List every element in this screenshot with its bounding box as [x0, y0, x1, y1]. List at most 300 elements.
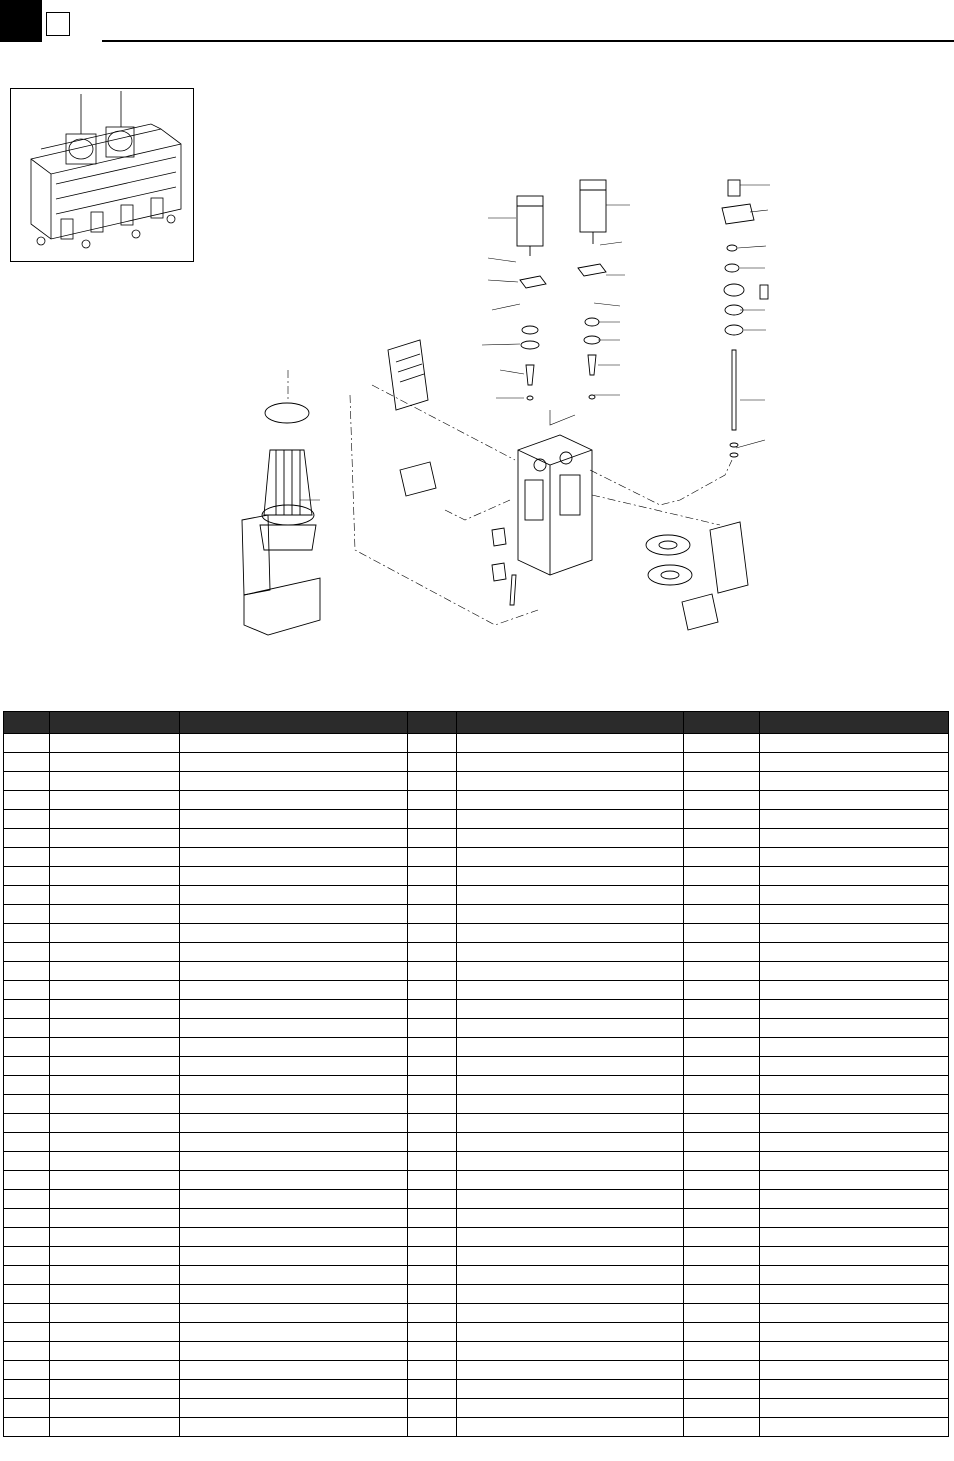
table-row: [4, 1304, 949, 1323]
table-cell: [4, 1399, 50, 1418]
table-cell: [407, 848, 456, 867]
table-row: [4, 1380, 949, 1399]
table-cell: [180, 1152, 407, 1171]
table-cell: [684, 1000, 759, 1019]
table-cell: [407, 1000, 456, 1019]
table-cell: [407, 905, 456, 924]
table-cell: [180, 924, 407, 943]
table-row: [4, 734, 949, 753]
table-cell: [456, 734, 683, 753]
table-cell: [4, 1019, 50, 1038]
table-cell: [407, 829, 456, 848]
table-cell: [407, 981, 456, 1000]
table-cell: [759, 1019, 948, 1038]
table-cell: [456, 1418, 683, 1437]
table-cell: [180, 1114, 407, 1133]
table-cell: [456, 905, 683, 924]
column-header: [759, 712, 948, 734]
table-cell: [180, 1095, 407, 1114]
table-cell: [759, 1342, 948, 1361]
table-cell: [4, 1190, 50, 1209]
table-cell: [684, 1380, 759, 1399]
table-cell: [50, 924, 180, 943]
table-row: [4, 1095, 949, 1114]
table-cell: [456, 829, 683, 848]
table-cell: [4, 1304, 50, 1323]
table-cell: [456, 1304, 683, 1323]
table-cell: [4, 1095, 50, 1114]
parts-table: [3, 711, 949, 1437]
table-cell: [50, 886, 180, 905]
table-row: [4, 1247, 949, 1266]
table-cell: [180, 772, 407, 791]
table-cell: [456, 1038, 683, 1057]
column-header: [456, 712, 683, 734]
table-cell: [759, 867, 948, 886]
table-cell: [407, 1342, 456, 1361]
table-cell: [407, 1323, 456, 1342]
table-cell: [407, 1228, 456, 1247]
table-cell: [4, 1133, 50, 1152]
table-cell: [180, 848, 407, 867]
table-cell: [407, 1133, 456, 1152]
table-cell: [456, 924, 683, 943]
column-header: [50, 712, 180, 734]
table-cell: [684, 1114, 759, 1133]
table-cell: [456, 1342, 683, 1361]
table-cell: [759, 1399, 948, 1418]
table-row: [4, 791, 949, 810]
table-cell: [456, 1133, 683, 1152]
table-cell: [4, 886, 50, 905]
table-cell: [407, 1285, 456, 1304]
table-body: [4, 734, 949, 1437]
table-cell: [50, 1114, 180, 1133]
table-cell: [684, 810, 759, 829]
table-cell: [50, 1038, 180, 1057]
table-cell: [456, 791, 683, 810]
table-cell: [50, 1171, 180, 1190]
table-cell: [4, 1152, 50, 1171]
table-cell: [684, 1076, 759, 1095]
table-cell: [4, 943, 50, 962]
table-row: [4, 1076, 949, 1095]
table-cell: [456, 1152, 683, 1171]
table-cell: [180, 1418, 407, 1437]
table-cell: [180, 981, 407, 1000]
table-cell: [180, 1399, 407, 1418]
table-cell: [50, 1228, 180, 1247]
table-cell: [4, 1418, 50, 1437]
table-cell: [4, 1380, 50, 1399]
table-cell: [456, 1076, 683, 1095]
table-cell: [759, 753, 948, 772]
table-cell: [50, 1323, 180, 1342]
table-cell: [684, 1209, 759, 1228]
table-cell: [684, 1342, 759, 1361]
table-cell: [50, 1380, 180, 1399]
table-cell: [50, 905, 180, 924]
table-cell: [759, 1266, 948, 1285]
table-row: [4, 848, 949, 867]
table-cell: [180, 810, 407, 829]
table-cell: [456, 1000, 683, 1019]
table-cell: [407, 1418, 456, 1437]
table-cell: [684, 1171, 759, 1190]
exploded-parts-icon: [220, 170, 820, 650]
table-cell: [4, 1266, 50, 1285]
table-cell: [407, 1304, 456, 1323]
table-cell: [50, 791, 180, 810]
table-cell: [50, 848, 180, 867]
table-cell: [180, 1323, 407, 1342]
table-cell: [4, 1038, 50, 1057]
table-cell: [684, 981, 759, 1000]
table-cell: [407, 1190, 456, 1209]
table-cell: [456, 1247, 683, 1266]
table-cell: [684, 1038, 759, 1057]
table-row: [4, 905, 949, 924]
table-cell: [4, 734, 50, 753]
table-cell: [180, 1247, 407, 1266]
table-cell: [456, 981, 683, 1000]
table-cell: [684, 1057, 759, 1076]
table-cell: [407, 886, 456, 905]
table-cell: [456, 1323, 683, 1342]
exploded-diagram: [220, 170, 820, 650]
table-cell: [180, 1342, 407, 1361]
table-cell: [684, 1152, 759, 1171]
table-cell: [407, 962, 456, 981]
table-cell: [180, 1057, 407, 1076]
table-cell: [407, 772, 456, 791]
table-row: [4, 924, 949, 943]
table-row: [4, 1399, 949, 1418]
table-cell: [759, 829, 948, 848]
table-cell: [684, 867, 759, 886]
table-row: [4, 1038, 949, 1057]
table-cell: [407, 1266, 456, 1285]
table-cell: [456, 1095, 683, 1114]
section-marker: [0, 0, 42, 42]
table-cell: [4, 1171, 50, 1190]
table-cell: [456, 753, 683, 772]
table-cell: [456, 943, 683, 962]
table-cell: [50, 943, 180, 962]
table-cell: [50, 829, 180, 848]
table-cell: [50, 1361, 180, 1380]
table-cell: [684, 1247, 759, 1266]
table-cell: [684, 1266, 759, 1285]
table-cell: [759, 1304, 948, 1323]
column-header: [180, 712, 407, 734]
table-cell: [684, 791, 759, 810]
table-cell: [407, 1209, 456, 1228]
table-cell: [407, 867, 456, 886]
table-cell: [50, 1209, 180, 1228]
table-cell: [50, 1418, 180, 1437]
table-cell: [50, 734, 180, 753]
table-cell: [684, 753, 759, 772]
table-cell: [50, 1000, 180, 1019]
table-cell: [4, 1057, 50, 1076]
table-row: [4, 1285, 949, 1304]
table-cell: [456, 810, 683, 829]
table-cell: [759, 1190, 948, 1209]
table-cell: [407, 753, 456, 772]
table-cell: [684, 924, 759, 943]
table-row: [4, 753, 949, 772]
table-cell: [456, 1019, 683, 1038]
table-cell: [759, 1000, 948, 1019]
table-cell: [180, 1190, 407, 1209]
table-row: [4, 867, 949, 886]
table-cell: [456, 886, 683, 905]
table-cell: [180, 1038, 407, 1057]
table-row: [4, 1152, 949, 1171]
table-header-row: [4, 712, 949, 734]
section-number-box: [46, 12, 70, 36]
table-cell: [456, 1228, 683, 1247]
table-row: [4, 1361, 949, 1380]
table-cell: [456, 1209, 683, 1228]
table-cell: [684, 1399, 759, 1418]
table-cell: [684, 734, 759, 753]
table-cell: [4, 848, 50, 867]
table-cell: [4, 1247, 50, 1266]
table-cell: [456, 962, 683, 981]
table-cell: [759, 1057, 948, 1076]
table-cell: [684, 1019, 759, 1038]
table-cell: [407, 810, 456, 829]
table-cell: [407, 1076, 456, 1095]
table-cell: [759, 791, 948, 810]
table-cell: [180, 1266, 407, 1285]
header-divider: [102, 40, 954, 42]
table-cell: [759, 1228, 948, 1247]
table-row: [4, 1342, 949, 1361]
table-cell: [684, 1323, 759, 1342]
table-cell: [456, 1057, 683, 1076]
column-header: [684, 712, 759, 734]
table-cell: [407, 1361, 456, 1380]
table-cell: [4, 905, 50, 924]
table-cell: [50, 1399, 180, 1418]
table-cell: [180, 962, 407, 981]
table-cell: [407, 1247, 456, 1266]
table-cell: [50, 1076, 180, 1095]
table-cell: [759, 1418, 948, 1437]
table-cell: [180, 886, 407, 905]
table-cell: [684, 1304, 759, 1323]
table-cell: [759, 1361, 948, 1380]
table-cell: [759, 1380, 948, 1399]
table-cell: [684, 848, 759, 867]
table-cell: [456, 1285, 683, 1304]
table-cell: [180, 1076, 407, 1095]
column-header: [4, 712, 50, 734]
table-cell: [759, 905, 948, 924]
table-cell: [456, 1171, 683, 1190]
table-cell: [407, 1399, 456, 1418]
table-cell: [684, 962, 759, 981]
table-cell: [50, 1057, 180, 1076]
table-cell: [456, 1190, 683, 1209]
table-cell: [759, 981, 948, 1000]
table-cell: [684, 772, 759, 791]
table-row: [4, 1418, 949, 1437]
column-header: [407, 712, 456, 734]
table-cell: [180, 1000, 407, 1019]
table-cell: [4, 1114, 50, 1133]
table-cell: [684, 1190, 759, 1209]
table-cell: [180, 1285, 407, 1304]
table-cell: [684, 1133, 759, 1152]
table-cell: [759, 1114, 948, 1133]
table-cell: [684, 1418, 759, 1437]
table-cell: [4, 810, 50, 829]
table-row: [4, 1171, 949, 1190]
table-cell: [759, 1209, 948, 1228]
table-cell: [50, 1304, 180, 1323]
table-row: [4, 772, 949, 791]
table-cell: [759, 924, 948, 943]
table-cell: [456, 1399, 683, 1418]
table-cell: [180, 1019, 407, 1038]
table-row: [4, 981, 949, 1000]
table-cell: [407, 734, 456, 753]
table-cell: [684, 1361, 759, 1380]
table-row: [4, 1019, 949, 1038]
table-cell: [456, 848, 683, 867]
table-cell: [180, 1361, 407, 1380]
table-cell: [684, 905, 759, 924]
table-cell: [50, 981, 180, 1000]
table-cell: [407, 1095, 456, 1114]
table-cell: [180, 943, 407, 962]
table-row: [4, 1190, 949, 1209]
table-cell: [4, 1076, 50, 1095]
table-cell: [759, 734, 948, 753]
table-cell: [759, 848, 948, 867]
table-cell: [180, 734, 407, 753]
table-cell: [4, 1000, 50, 1019]
table-cell: [4, 867, 50, 886]
table-cell: [759, 943, 948, 962]
table-cell: [759, 810, 948, 829]
table-cell: [407, 1057, 456, 1076]
table-cell: [4, 1228, 50, 1247]
table-cell: [456, 1266, 683, 1285]
table-cell: [759, 962, 948, 981]
table-cell: [456, 867, 683, 886]
table-cell: [50, 772, 180, 791]
table-cell: [684, 1095, 759, 1114]
table-cell: [4, 962, 50, 981]
table-cell: [50, 1266, 180, 1285]
table-cell: [50, 1152, 180, 1171]
table-cell: [407, 1152, 456, 1171]
table-cell: [759, 1247, 948, 1266]
table-cell: [50, 962, 180, 981]
table-cell: [759, 1095, 948, 1114]
table-cell: [50, 1095, 180, 1114]
table-cell: [4, 1209, 50, 1228]
table-row: [4, 962, 949, 981]
table-cell: [684, 1285, 759, 1304]
table-cell: [4, 1323, 50, 1342]
table-cell: [180, 791, 407, 810]
table-row: [4, 810, 949, 829]
table-cell: [4, 791, 50, 810]
table-cell: [50, 1019, 180, 1038]
table-cell: [407, 1038, 456, 1057]
table-cell: [50, 1285, 180, 1304]
table-row: [4, 829, 949, 848]
table-cell: [4, 772, 50, 791]
table-cell: [759, 1323, 948, 1342]
table-cell: [684, 943, 759, 962]
table-cell: [759, 1285, 948, 1304]
table-cell: [4, 1285, 50, 1304]
table-cell: [4, 829, 50, 848]
table-cell: [759, 1171, 948, 1190]
table-cell: [684, 829, 759, 848]
table-cell: [50, 1133, 180, 1152]
table-cell: [180, 1304, 407, 1323]
table-cell: [180, 829, 407, 848]
table-cell: [759, 1133, 948, 1152]
table-cell: [407, 943, 456, 962]
table-cell: [50, 1247, 180, 1266]
table-cell: [759, 1076, 948, 1095]
table-cell: [180, 905, 407, 924]
table-cell: [759, 1038, 948, 1057]
table-cell: [684, 1228, 759, 1247]
table-row: [4, 1209, 949, 1228]
table-row: [4, 1114, 949, 1133]
table-row: [4, 886, 949, 905]
table-cell: [50, 867, 180, 886]
table-cell: [407, 1114, 456, 1133]
table-cell: [50, 1342, 180, 1361]
table-cell: [180, 1380, 407, 1399]
table-cell: [50, 753, 180, 772]
table-cell: [4, 981, 50, 1000]
table-cell: [407, 1171, 456, 1190]
table-cell: [180, 1133, 407, 1152]
table-row: [4, 1000, 949, 1019]
table-cell: [456, 1114, 683, 1133]
table-row: [4, 1057, 949, 1076]
table-cell: [759, 772, 948, 791]
table-cell: [407, 924, 456, 943]
table-cell: [180, 1209, 407, 1228]
table-cell: [759, 1152, 948, 1171]
table-row: [4, 1323, 949, 1342]
table-cell: [50, 810, 180, 829]
table-row: [4, 1133, 949, 1152]
table-cell: [180, 1228, 407, 1247]
table-cell: [407, 791, 456, 810]
machine-thumbnail: [10, 88, 194, 262]
table-cell: [4, 924, 50, 943]
table-cell: [4, 1361, 50, 1380]
table-cell: [456, 772, 683, 791]
machine-overview-icon: [11, 89, 193, 261]
table-cell: [407, 1019, 456, 1038]
table-cell: [407, 1380, 456, 1399]
